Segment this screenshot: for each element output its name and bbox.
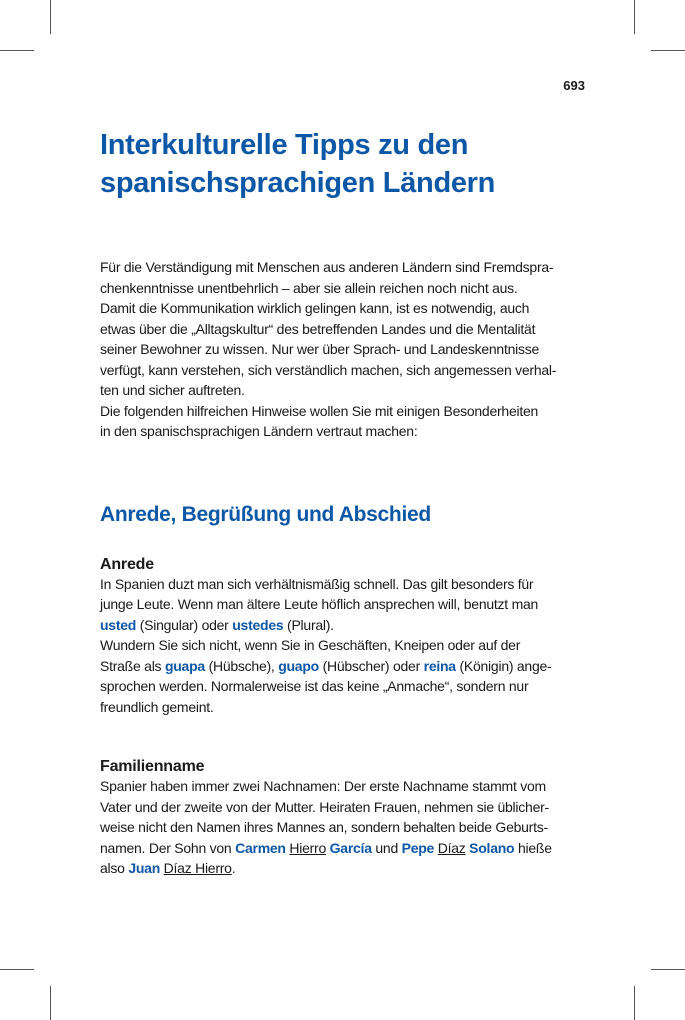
text-line: Damit die Kommunikation wirklich gelingen kann, ist es notwendig, auch xyxy=(100,300,530,316)
keyword: Solano xyxy=(469,839,515,856)
text-line: Für die Verständigung mit Menschen aus anderen Ländern sind Fremdspra- xyxy=(100,259,554,275)
text-line: Vater und der zweite von der Mutter. Heiraten Frauen, nehmen sie üblicher- xyxy=(100,798,549,815)
keyword: Carmen xyxy=(235,839,286,856)
text-line: etwas über die „Alltagskultur“ des betreffenden Landes und die Mentalität xyxy=(100,320,536,337)
text-run: . xyxy=(231,860,236,876)
text-line: seiner Bewohner zu wissen. Nur wer über Sprach- und Landeskenntnisse xyxy=(100,341,540,357)
text-line xyxy=(100,838,590,859)
intro-paragraph xyxy=(100,257,590,442)
text-run: (Singular) oder xyxy=(136,616,233,633)
crop-mark xyxy=(0,969,34,970)
keyword: ustedes xyxy=(232,616,284,633)
text-line: Die folgenden hilfreichen Hinweise wollen Sie mit einigen Besonderheiten xyxy=(100,402,539,419)
page-number: 693 xyxy=(563,78,585,93)
page-title xyxy=(100,126,590,202)
text-line: Spanier haben immer zwei Nachnamen: Der erste Nachname stammt vom xyxy=(100,778,546,794)
crop-mark xyxy=(634,986,635,1020)
page-content xyxy=(100,126,590,879)
keyword: usted xyxy=(100,616,137,633)
text-line: ten und sicher auftreten. xyxy=(100,382,245,398)
text-run: und xyxy=(371,839,402,856)
text-run: (Königin) ange- xyxy=(455,657,552,674)
title-line: spanischsprachigen Ländern xyxy=(100,167,496,199)
text-line: In Spanien duzt man sich verhältnismäßig schnell. Das gilt besonders für xyxy=(100,575,534,592)
underlined-name: Hierro xyxy=(289,839,326,856)
crop-mark xyxy=(651,969,685,970)
keyword: guapo xyxy=(278,657,319,674)
text-line xyxy=(100,656,590,677)
crop-mark xyxy=(50,0,51,34)
crop-mark xyxy=(0,50,34,51)
text-run: (Hübsche), xyxy=(204,657,279,674)
text-line: in den spanischsprachigen Ländern vertraut machen: xyxy=(100,423,418,439)
text-line: Wundern Sie sich nicht, wenn Sie in Geschäften, Kneipen oder auf der xyxy=(100,637,521,653)
subsection-heading-familienname: Familienname xyxy=(100,758,205,775)
underlined-name: Díaz Hierro xyxy=(163,860,232,876)
keyword: García xyxy=(329,839,372,856)
crop-mark xyxy=(634,0,635,34)
text-run: also xyxy=(100,860,129,876)
keyword: guapa xyxy=(164,657,205,674)
keyword: Pepe xyxy=(401,839,435,856)
text-run: (Plural). xyxy=(283,616,334,633)
underlined-name: Díaz xyxy=(437,839,466,856)
text-line: weise nicht den Namen ihres Mannes an, sondern behalten beide Geburts- xyxy=(100,819,548,835)
text-line: junge Leute. Wenn man ältere Leute höflich ansprechen will, benutzt man xyxy=(100,596,539,612)
familienname-paragraph xyxy=(100,776,590,879)
text-line xyxy=(100,858,590,879)
text-run: Straße als xyxy=(100,657,165,674)
text-run: namen. Der Sohn von xyxy=(100,839,236,856)
section-heading: Anrede, Begrüßung und Abschied xyxy=(100,502,431,526)
crop-mark xyxy=(651,50,685,51)
text-run: hieße xyxy=(514,839,552,856)
text-line: sprochen werden. Normalerweise ist das keine „Anmache“, sondern nur xyxy=(100,678,529,694)
text-run: (Hübscher) oder xyxy=(318,657,424,674)
title-line: Interkulturelle Tipps zu den xyxy=(100,129,469,161)
subsection-heading-anrede: Anrede xyxy=(100,555,154,573)
text-line: freundlich gemeint. xyxy=(100,698,214,715)
anrede-paragraph xyxy=(100,574,590,718)
keyword: reina xyxy=(423,657,456,674)
keyword: Juan xyxy=(128,860,161,876)
text-line: verfügt, kann verstehen, sich verständlich machen, sich angemessen verhal- xyxy=(100,361,557,378)
crop-mark xyxy=(50,986,51,1020)
text-line: chenkenntnisse unentbehrlich – aber sie allein reichen noch nicht aus. xyxy=(100,279,518,296)
text-line xyxy=(100,615,590,636)
